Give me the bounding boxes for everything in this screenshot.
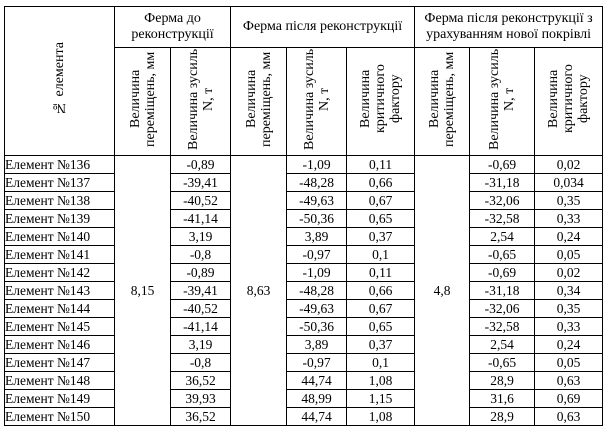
force-new-roof-cell: -32,06 bbox=[470, 192, 535, 210]
force-after-cell: -0,97 bbox=[287, 246, 347, 264]
critical-factor-new-roof-cell: 0,05 bbox=[535, 354, 603, 372]
subheader-force-before: Величина зусиль N, т bbox=[171, 48, 231, 156]
critical-factor-after-cell: 0,67 bbox=[347, 300, 415, 318]
element-label-cell: Елемент №148 bbox=[5, 372, 115, 390]
element-label-cell: Елемент №147 bbox=[5, 354, 115, 372]
table-row bbox=[5, 336, 603, 354]
table-row bbox=[5, 282, 603, 300]
table-row bbox=[5, 228, 603, 246]
critical-factor-new-roof-cell: 0,35 bbox=[535, 300, 603, 318]
document-page bbox=[4, 6, 602, 436]
critical-factor-new-roof-cell: 0,69 bbox=[535, 390, 603, 408]
force-after-cell: -49,63 bbox=[287, 192, 347, 210]
critical-factor-new-roof-cell: 0,034 bbox=[535, 174, 603, 192]
critical-factor-after-cell: 0,65 bbox=[347, 318, 415, 336]
element-label-cell: Елемент №142 bbox=[5, 264, 115, 282]
force-new-roof-cell: 31,6 bbox=[470, 390, 535, 408]
critical-factor-after-cell: 0,37 bbox=[347, 228, 415, 246]
table-row bbox=[5, 174, 603, 192]
critical-factor-new-roof-cell: 0,02 bbox=[535, 264, 603, 282]
force-before-cell: -40,52 bbox=[171, 192, 231, 210]
critical-factor-after-cell: 1,08 bbox=[347, 408, 415, 426]
force-before-cell: -40,52 bbox=[171, 300, 231, 318]
table-row bbox=[5, 210, 603, 228]
force-before-cell: 3,19 bbox=[171, 228, 231, 246]
element-label-cell: Елемент №138 bbox=[5, 192, 115, 210]
element-label-cell: Елемент №137 bbox=[5, 174, 115, 192]
displacement-after-cell: 8,63 bbox=[231, 156, 287, 426]
force-before-cell: -39,41 bbox=[171, 282, 231, 300]
force-new-roof-cell: -31,18 bbox=[470, 174, 535, 192]
table-row bbox=[5, 264, 603, 282]
critical-factor-after-cell: 0,66 bbox=[347, 174, 415, 192]
element-label-cell: Елемент №140 bbox=[5, 228, 115, 246]
force-new-roof-cell: -32,58 bbox=[470, 210, 535, 228]
critical-factor-new-roof-cell: 0,63 bbox=[535, 372, 603, 390]
force-before-cell: -0,8 bbox=[171, 354, 231, 372]
table-row bbox=[5, 246, 603, 264]
table-body bbox=[5, 156, 603, 426]
subheader-critical-factor-new-roof: Величина критичного фактору bbox=[535, 48, 603, 156]
subheader-displacement-before: Величина переміщень, мм bbox=[115, 48, 171, 156]
force-before-cell: -0,8 bbox=[171, 246, 231, 264]
critical-factor-new-roof-cell: 0,24 bbox=[535, 336, 603, 354]
force-after-cell: -1,09 bbox=[287, 264, 347, 282]
displacement-new-roof-cell: 4,8 bbox=[415, 156, 470, 426]
force-after-cell: -49,63 bbox=[287, 300, 347, 318]
critical-factor-after-cell: 0,11 bbox=[347, 156, 415, 174]
force-after-cell: 3,89 bbox=[287, 336, 347, 354]
critical-factor-after-cell: 0,1 bbox=[347, 246, 415, 264]
force-after-cell: -48,28 bbox=[287, 282, 347, 300]
subheader-force-new-roof: Величина зусиль N, т bbox=[470, 48, 535, 156]
force-new-roof-cell: 2,54 bbox=[470, 336, 535, 354]
subheader-critical-factor-after: Величина критичного фактору bbox=[347, 48, 415, 156]
table-row bbox=[5, 390, 603, 408]
critical-factor-new-roof-cell: 0,33 bbox=[535, 210, 603, 228]
critical-factor-new-roof-cell: 0,34 bbox=[535, 282, 603, 300]
force-before-cell: 39,93 bbox=[171, 390, 231, 408]
table-row bbox=[5, 192, 603, 210]
critical-factor-after-cell: 1,15 bbox=[347, 390, 415, 408]
element-label-cell: Елемент №139 bbox=[5, 210, 115, 228]
force-new-roof-cell: -31,18 bbox=[470, 282, 535, 300]
critical-factor-new-roof-cell: 0,05 bbox=[535, 246, 603, 264]
force-before-cell: -0,89 bbox=[171, 156, 231, 174]
force-before-cell: 36,52 bbox=[171, 408, 231, 426]
force-after-cell: -0,97 bbox=[287, 354, 347, 372]
element-label-cell: Елемент №136 bbox=[5, 156, 115, 174]
force-before-cell: 36,52 bbox=[171, 372, 231, 390]
force-after-cell: -50,36 bbox=[287, 318, 347, 336]
table-row bbox=[5, 354, 603, 372]
group-header-before: Ферма до реконструкції bbox=[115, 7, 231, 48]
force-before-cell: -0,89 bbox=[171, 264, 231, 282]
critical-factor-after-cell: 0,11 bbox=[347, 264, 415, 282]
displacement-before-cell: 8,15 bbox=[115, 156, 171, 426]
table-row bbox=[5, 372, 603, 390]
force-new-roof-cell: 28,9 bbox=[470, 372, 535, 390]
force-before-cell: -39,41 bbox=[171, 174, 231, 192]
force-new-roof-cell: -0,65 bbox=[470, 246, 535, 264]
element-label-cell: Елемент №150 bbox=[5, 408, 115, 426]
results-table bbox=[4, 6, 603, 426]
subheader-force-after: Величина зусиль N, т bbox=[287, 48, 347, 156]
critical-factor-after-cell: 1,08 bbox=[347, 372, 415, 390]
force-after-cell: 44,74 bbox=[287, 372, 347, 390]
force-new-roof-cell: -32,06 bbox=[470, 300, 535, 318]
header-group-row bbox=[5, 7, 603, 48]
force-after-cell: 44,74 bbox=[287, 408, 347, 426]
subheader-displacement-after: Величина переміщень, мм bbox=[231, 48, 287, 156]
table-row bbox=[5, 300, 603, 318]
table-row bbox=[5, 156, 603, 174]
critical-factor-new-roof-cell: 0,63 bbox=[535, 408, 603, 426]
force-new-roof-cell: -0,69 bbox=[470, 156, 535, 174]
element-label-cell: Елемент №144 bbox=[5, 300, 115, 318]
critical-factor-after-cell: 0,66 bbox=[347, 282, 415, 300]
force-after-cell: -1,09 bbox=[287, 156, 347, 174]
table-row bbox=[5, 408, 603, 426]
element-label-cell: Елемент №143 bbox=[5, 282, 115, 300]
element-label-cell: Елемент №141 bbox=[5, 246, 115, 264]
critical-factor-new-roof-cell: 0,33 bbox=[535, 318, 603, 336]
force-new-roof-cell: -0,65 bbox=[470, 354, 535, 372]
table-row bbox=[5, 318, 603, 336]
force-after-cell: -50,36 bbox=[287, 210, 347, 228]
critical-factor-after-cell: 0,65 bbox=[347, 210, 415, 228]
element-label-cell: Елемент №145 bbox=[5, 318, 115, 336]
critical-factor-after-cell: 0,67 bbox=[347, 192, 415, 210]
critical-factor-new-roof-cell: 0,24 bbox=[535, 228, 603, 246]
force-new-roof-cell: 2,54 bbox=[470, 228, 535, 246]
force-before-cell: 3,19 bbox=[171, 336, 231, 354]
critical-factor-new-roof-cell: 0,02 bbox=[535, 156, 603, 174]
group-header-new-roof: Ферма після реконструкції з урахуванням нової покрівлі bbox=[415, 7, 603, 48]
group-header-after: Ферма після реконструкції bbox=[231, 7, 415, 48]
force-new-roof-cell: -0,69 bbox=[470, 264, 535, 282]
force-after-cell: 3,89 bbox=[287, 228, 347, 246]
force-before-cell: -41,14 bbox=[171, 210, 231, 228]
force-before-cell: -41,14 bbox=[171, 318, 231, 336]
critical-factor-new-roof-cell: 0,35 bbox=[535, 192, 603, 210]
force-after-cell: -48,28 bbox=[287, 174, 347, 192]
force-new-roof-cell: -32,58 bbox=[470, 318, 535, 336]
force-after-cell: 48,99 bbox=[287, 390, 347, 408]
force-new-roof-cell: 28,9 bbox=[470, 408, 535, 426]
element-label-cell: Елемент №149 bbox=[5, 390, 115, 408]
critical-factor-after-cell: 0,1 bbox=[347, 354, 415, 372]
element-number-header: № елемента bbox=[5, 7, 115, 156]
element-label-cell: Елемент №146 bbox=[5, 336, 115, 354]
subheader-displacement-new-roof: Величина переміщень, мм bbox=[415, 48, 470, 156]
critical-factor-after-cell: 0,37 bbox=[347, 336, 415, 354]
